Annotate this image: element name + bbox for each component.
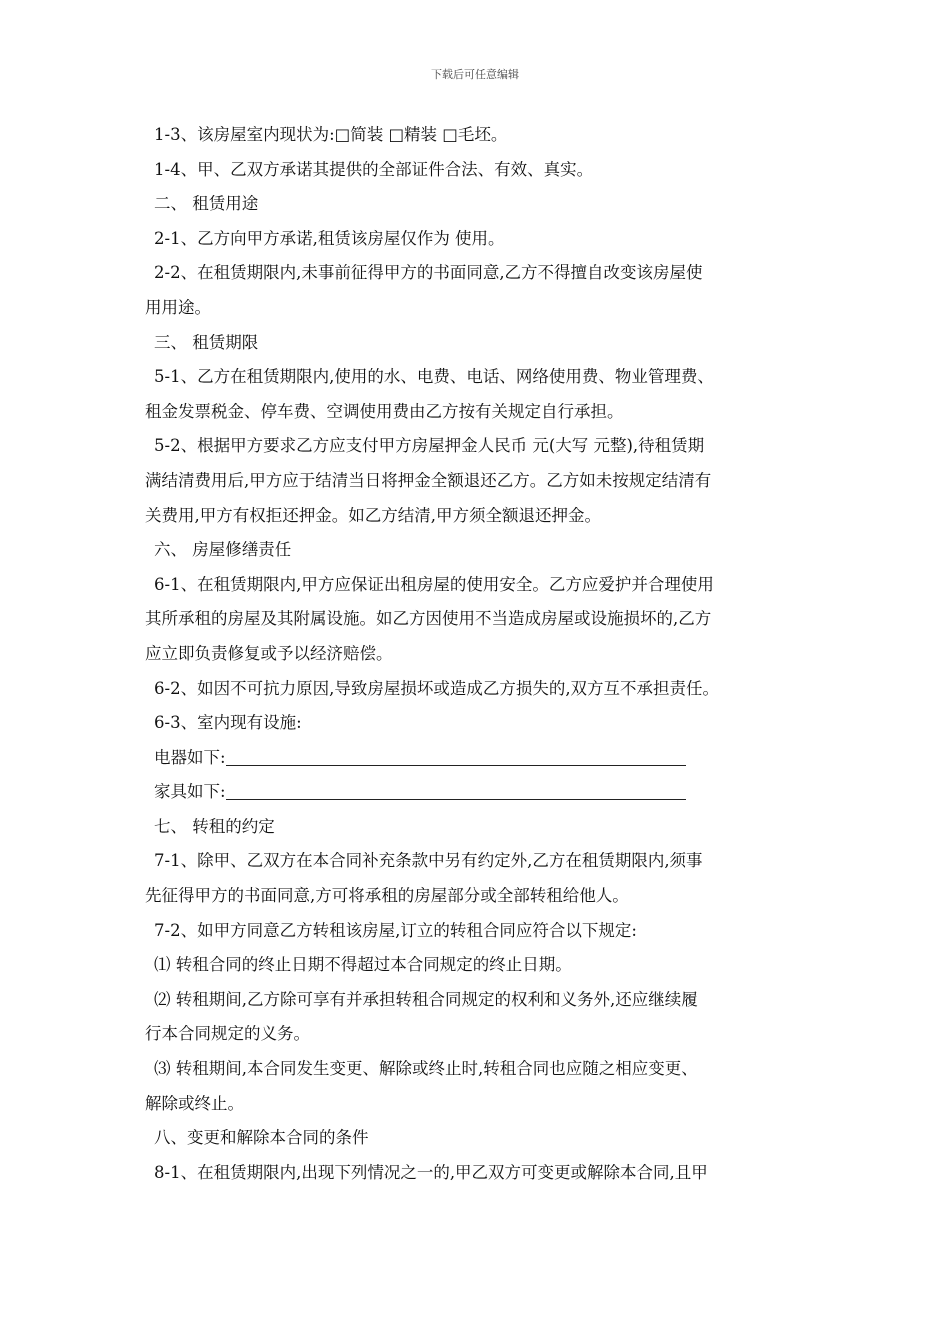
item-3-line1: ⑶ 转租期间,本合同发生变更、解除或终止时,转租合同也应随之相应变更、 [154, 1059, 698, 1079]
clause-7-2: 7-2、如甲方同意乙方转租该房屋,订立的转租合同应符合以下规定: [154, 920, 637, 940]
section-6-heading: 六、 房屋修缮责任 [154, 540, 292, 560]
clause-6-3: 6-3、室内现有设施: [154, 713, 302, 733]
appliances-blank[interactable] [226, 747, 686, 766]
item-2-line2: 行本合同规定的义务。 [145, 1024, 310, 1044]
clause-7-1-line1: 7-1、除甲、乙双方在本合同补充条款中另有约定外,乙方在租赁期限内,须事 [154, 851, 703, 871]
page-header-note: 下载后可任意编辑 [431, 68, 519, 81]
clause-2-1: 2-1、乙方向甲方承诺,租赁该房屋仅作为 使用。 [154, 228, 505, 248]
clause-5-1-line2: 租金发票税金、停车费、空调使用费由乙方按有关规定自行承担。 [145, 401, 624, 421]
furniture-blank[interactable] [226, 781, 686, 800]
section-7-heading: 七、 转租的约定 [154, 816, 275, 836]
clause-8-1: 8-1、在租赁期限内,出现下列情况之一的,甲乙双方可变更或解除本合同,且甲 [154, 1162, 708, 1182]
item-2-line1: ⑵ 转租期间,乙方除可享有并承担转租合同规定的权利和义务外,还应继续履 [154, 989, 698, 1009]
furniture-line [145, 775, 813, 810]
section-3-heading: 三、 租赁期限 [154, 332, 259, 352]
section-2-heading: 二、 租赁用途 [154, 194, 259, 214]
clause-5-2-line1: 5-2、根据甲方要求乙方应支付甲方房屋押金人民币 元(大写 元整),待租赁期 [154, 436, 705, 456]
clause-6-1-line3: 应立即负责修复或予以经济赔偿。 [145, 643, 393, 663]
furniture-label: 家具如下: [154, 782, 226, 802]
clause-2-2-line1: 2-2、在租赁期限内,未事前征得甲方的书面同意,乙方不得擅自改变该房屋使 [154, 263, 703, 283]
item-1: ⑴ 转租合同的终止日期不得超过本合同规定的终止日期。 [154, 955, 572, 975]
clause-7-1-line2: 先征得甲方的书面同意,方可将承租的房屋部分或全部转租给他人。 [145, 886, 629, 906]
appliances-label: 电器如下: [154, 747, 226, 767]
clause-5-2-line3: 关费用,甲方有权拒还押金。如乙方结清,甲方须全额退还押金。 [145, 505, 601, 525]
item-3-line2: 解除或终止。 [145, 1093, 244, 1113]
clause-6-1-line1: 6-1、在租赁期限内,甲方应保证出租房屋的使用安全。乙方应爱护并合理使用 [154, 574, 714, 594]
clause-2-2-line2: 用用途。 [145, 297, 211, 317]
contract-body [145, 118, 813, 1190]
clause-5-1-line1: 5-1、乙方在租赁期限内,使用的水、电费、电话、网络使用费、物业管理费、 [154, 367, 714, 387]
clause-1-4: 1-4、甲、乙双方承诺其提供的全部证件合法、有效、真实。 [154, 159, 594, 179]
appliances-line [145, 741, 813, 776]
clause-6-2: 6-2、如因不可抗力原因,导致房屋损坏或造成乙方损失的,双方互不承担责任。 [154, 678, 720, 698]
clause-6-1-line2: 其所承租的房屋及其附属设施。如乙方因使用不当造成房屋或设施损坏的,乙方 [145, 609, 712, 629]
section-8-heading: 八、变更和解除本合同的条件 [154, 1128, 369, 1148]
clause-1-3: 1-3、该房屋室内现状为:□简装 □精装 □毛坯。 [154, 125, 508, 144]
clause-5-2-line2: 满结清费用后,甲方应于结清当日将押金全额退还乙方。乙方如未按规定结清有 [145, 470, 712, 490]
